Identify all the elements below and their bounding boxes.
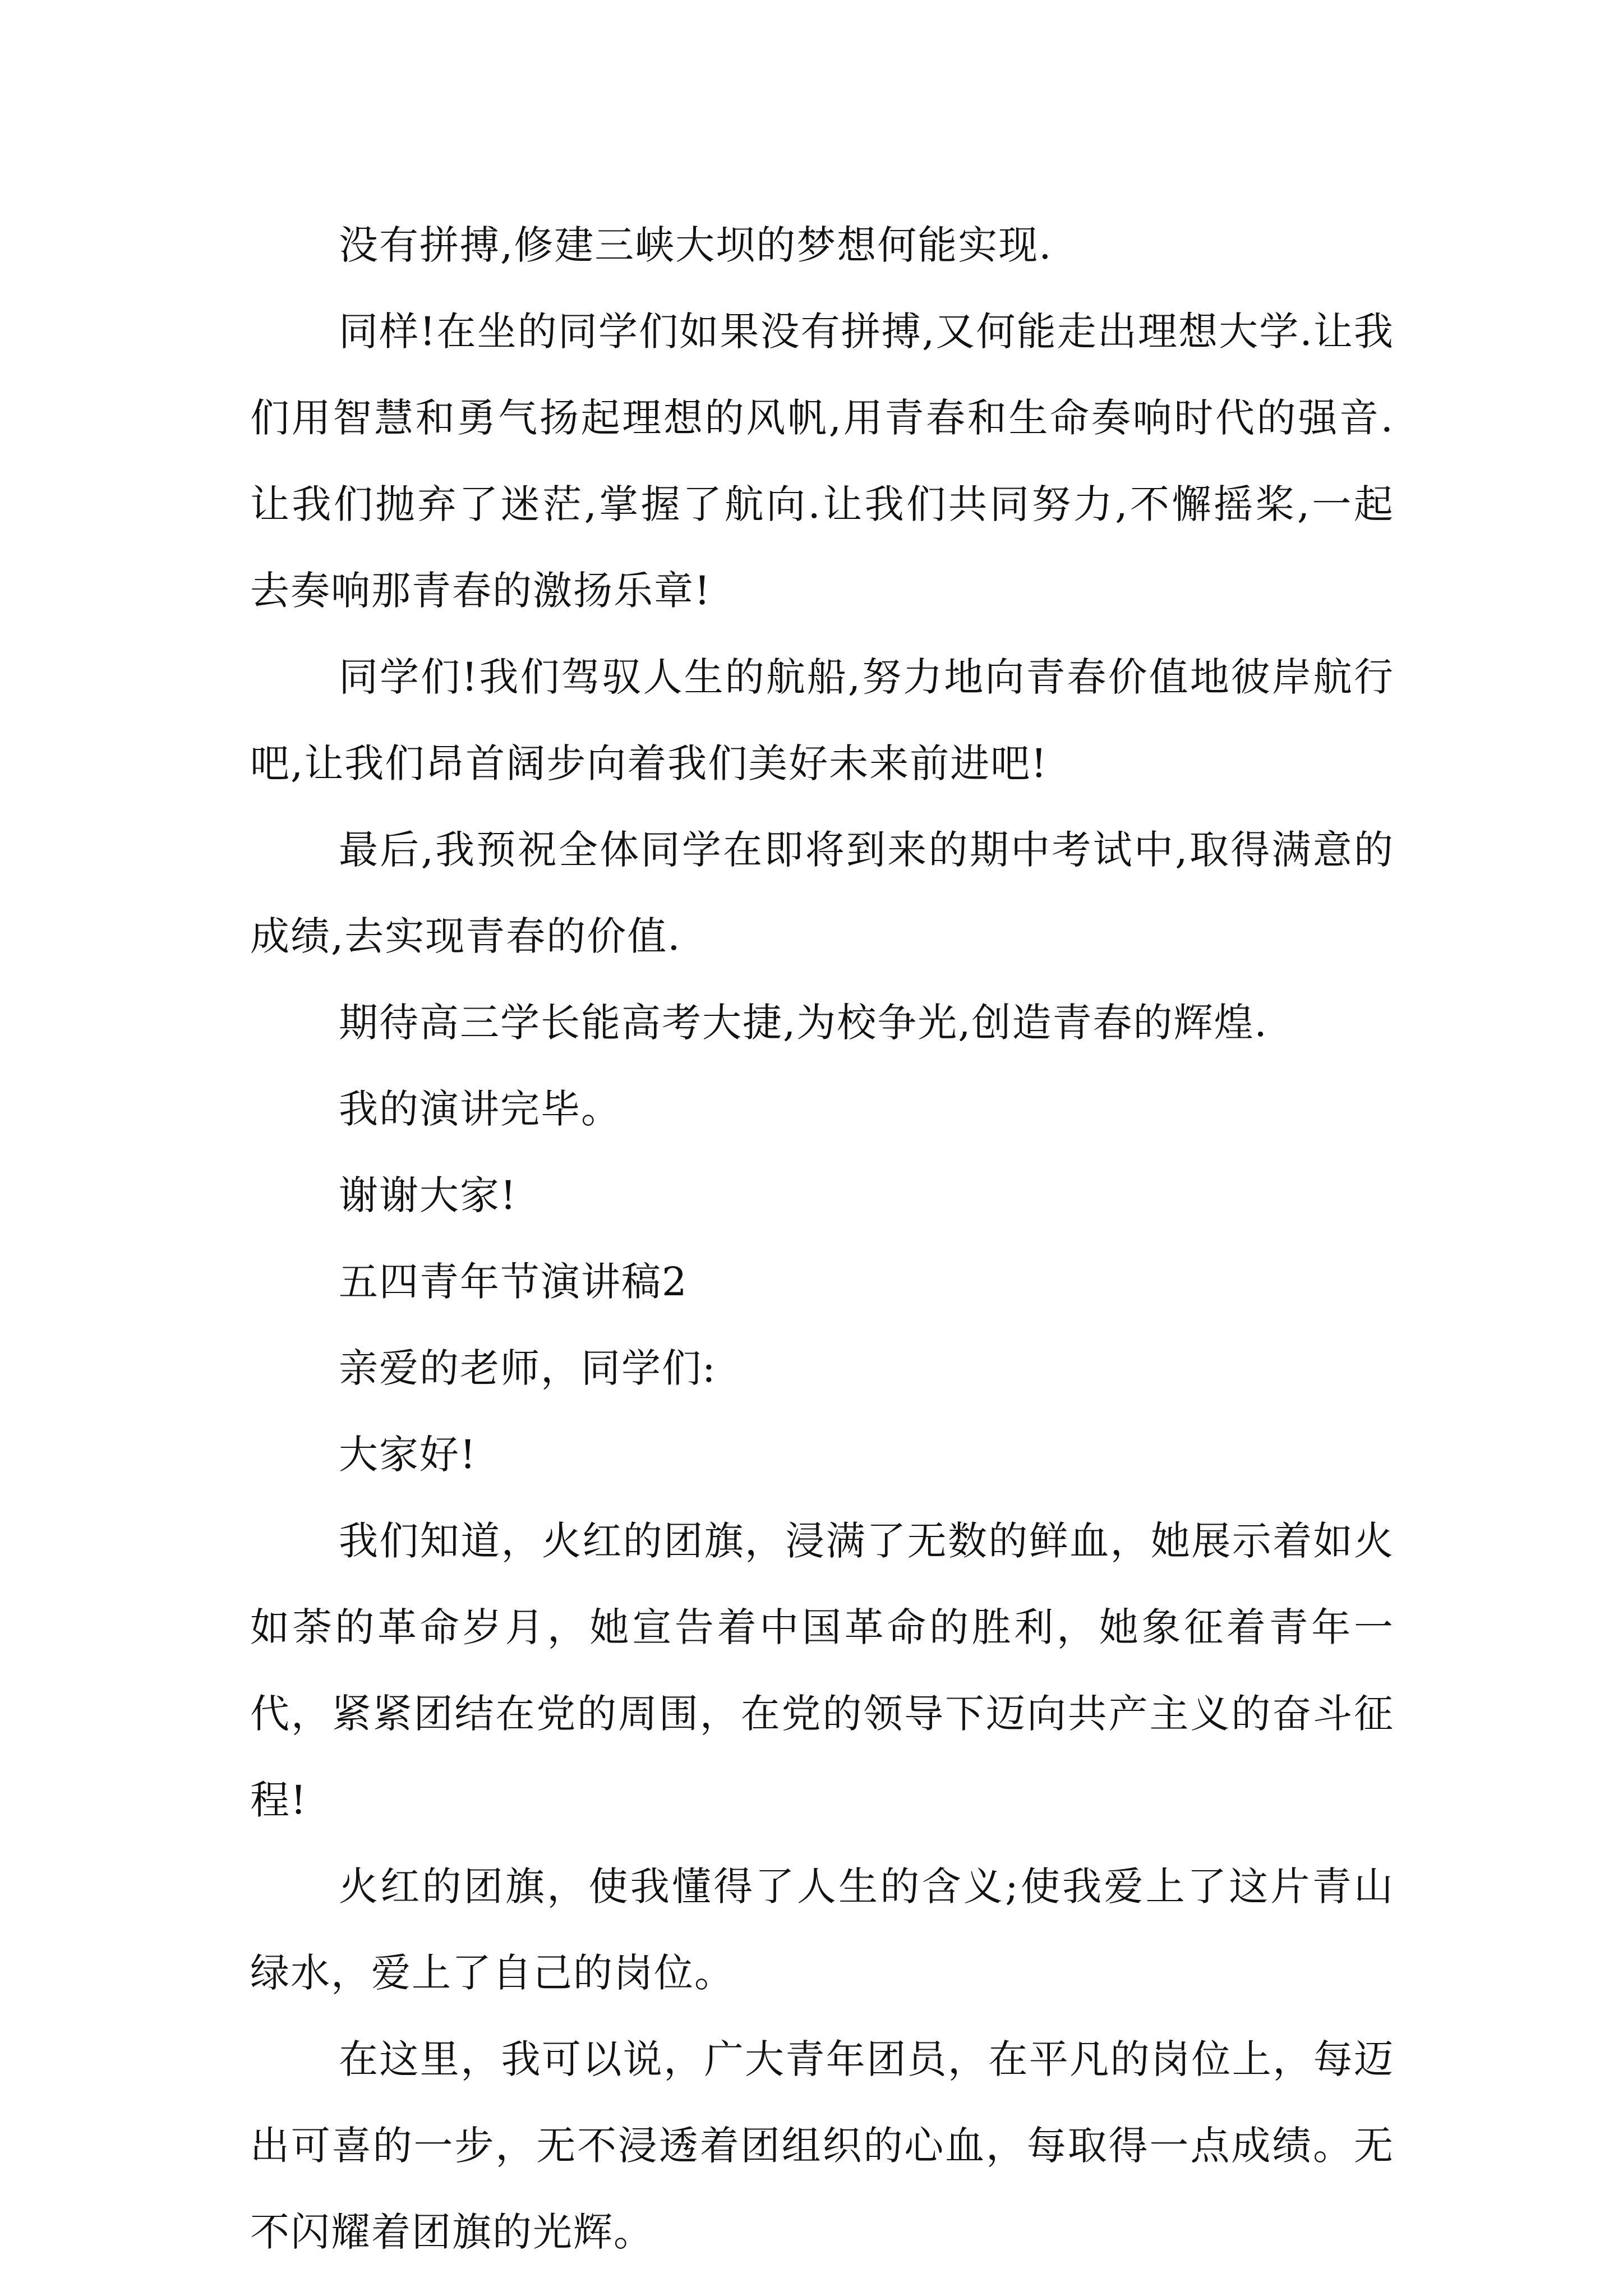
paragraph-exam-wishes: 最后,我预祝全体同学在即将到来的期中考试中,取得满意的成绩,去实现青春的价值.: [250, 827, 1394, 959]
paragraph-league-flag: 我们知道，火红的团旗，浸满了无数的鲜血，她展示着如火如荼的革命岁月，她宣告着中国革命的胜利，她象征着青年一代，紧紧团结在党的周围，在党的领导下迈向共产主义的奋斗征程!: [250, 1518, 1394, 1823]
paragraph-salutation: 亲爱的老师，同学们:: [339, 1345, 717, 1391]
paragraph-greeting: 大家好!: [339, 1432, 477, 1478]
document-body: [250, 202, 1394, 2275]
paragraph-thanks: 谢谢大家!: [339, 1172, 518, 1218]
section-heading: 五四青年节演讲稿2: [339, 1259, 688, 1305]
paragraph-dam-dream: 没有拼搏,修建三峡大坝的梦想何能实现.: [339, 222, 1053, 268]
paragraph-strive-together: 同样!在坐的同学们如果没有拼搏,又何能走出理想大学.让我们用智慧和勇气扬起理想的风帆,用青春和生命奏响时代的强音.让我们抛弃了迷茫,掌握了航向.让我们共同努力,不懈摇桨,一起去奏响那青春的激扬乐章!: [250, 309, 1394, 614]
paragraph-senior-wishes: 期待高三学长能高考大捷,为校争光,创造青春的辉煌.: [339, 1000, 1268, 1046]
paragraph-speech-end: 我的演讲完毕。: [339, 1086, 621, 1132]
paragraph-sail-forward: 同学们!我们驾驭人生的航船,努力地向青春价值地彼岸航行吧,让我们昂首阔步向着我们美好未来前进吧!: [250, 654, 1394, 786]
paragraph-meaning-of-life: 火红的团旗，使我懂得了人生的含义;使我爱上了这片青山绿水，爱上了自己的岗位。: [250, 1864, 1394, 1996]
paragraph-youth-members: 在这里，我可以说，广大青年团员，在平凡的岗位上，每迈出可喜的一步，无不浸透着团组织的心血，每取得一点成绩。无不闪耀着团旗的光辉。: [250, 2036, 1394, 2255]
